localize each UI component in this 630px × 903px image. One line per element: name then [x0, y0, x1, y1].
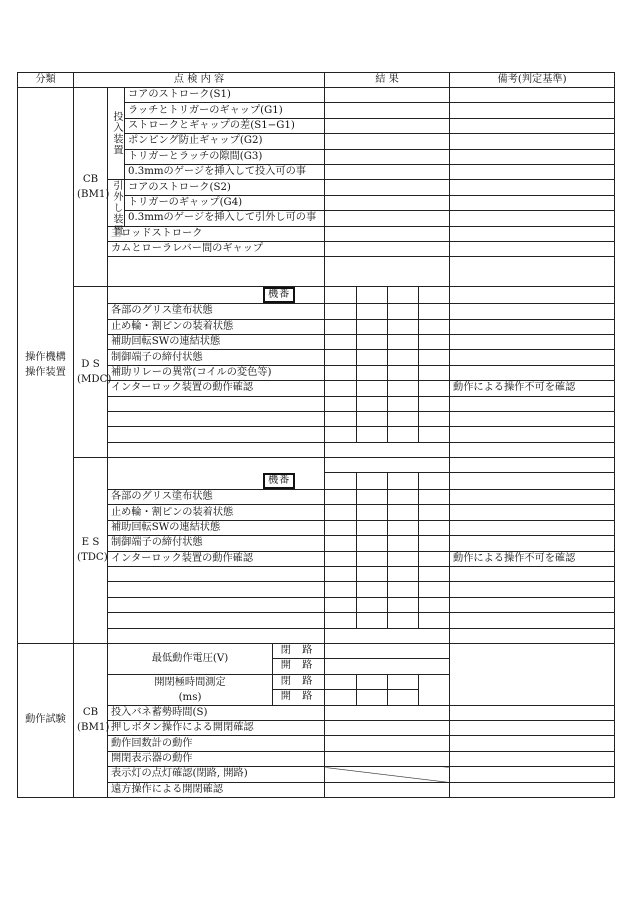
ds-machine-number-label: 機番: [263, 287, 295, 303]
close-circuit-label: 閉 路: [273, 674, 325, 690]
cb-trip-item: トリガーのギャップ(G4): [125, 195, 325, 210]
result-cell[interactable]: [357, 350, 388, 365]
result-cell[interactable]: [325, 365, 357, 380]
es-label: E S (TDC): [74, 458, 108, 644]
header-remarks: 備考(判定基準): [450, 73, 615, 88]
inspection-table: [17, 72, 615, 798]
result-cell[interactable]: [357, 690, 388, 706]
result-cell[interactable]: [388, 411, 419, 426]
ds-item: 補助回転SWの連結状態: [108, 334, 325, 349]
remarks-cell[interactable]: [450, 427, 615, 442]
result-cell[interactable]: [325, 643, 450, 658]
result-cell[interactable]: [325, 350, 357, 365]
cb-insert-item: 0.3mmのゲージを挿入して投入可の事: [125, 164, 325, 179]
result-cell[interactable]: [388, 304, 419, 319]
remarks-cell[interactable]: [450, 103, 615, 118]
result-cell[interactable]: [325, 149, 450, 164]
cb-trip-group: 引外し装置: [108, 180, 125, 226]
result-cell[interactable]: [419, 381, 450, 396]
result-cell[interactable]: [325, 736, 450, 751]
result-cell[interactable]: [357, 427, 388, 442]
result-cell[interactable]: [325, 782, 450, 797]
result-cell[interactable]: [419, 350, 450, 365]
remarks-cell[interactable]: [450, 319, 615, 334]
result-cell[interactable]: [325, 103, 450, 118]
test-item: 押しボタン操作による開閉確認: [108, 721, 325, 736]
result-cell[interactable]: [325, 505, 357, 520]
remarks-cell[interactable]: [450, 164, 615, 179]
cb-insert-item: ポンピング防止ギャップ(G2): [125, 134, 325, 149]
remarks-cell[interactable]: [450, 195, 615, 210]
cb-insert-item: ラッチとトリガーのギャップ(G1): [125, 103, 325, 118]
result-cell[interactable]: [325, 242, 450, 257]
header-result: 結 果: [325, 73, 450, 88]
es-item: 制御端子の締付状態: [108, 536, 325, 551]
es-item: 補助回転SWの連結状態: [108, 520, 325, 535]
result-cell[interactable]: [388, 287, 419, 304]
result-cell[interactable]: [388, 350, 419, 365]
remarks-cell[interactable]: [450, 334, 615, 349]
result-cell[interactable]: [325, 304, 357, 319]
remarks-cell[interactable]: [450, 721, 615, 736]
result-cell[interactable]: [419, 334, 450, 349]
result-cell[interactable]: [357, 287, 388, 304]
result-cell[interactable]: [388, 489, 419, 504]
remarks-cell[interactable]: [450, 287, 615, 304]
ds-empty-item[interactable]: [108, 411, 325, 426]
result-cell[interactable]: [325, 551, 357, 566]
result-cell[interactable]: [388, 566, 419, 581]
remarks-cell[interactable]: [450, 211, 615, 227]
remarks-cell[interactable]: [450, 350, 615, 365]
result-cell[interactable]: [388, 690, 419, 706]
remarks-cell[interactable]: [450, 736, 615, 751]
remarks-cell[interactable]: [450, 643, 615, 705]
result-cell[interactable]: [357, 304, 388, 319]
es-item: 止め輪・割ピンの装着状態: [108, 505, 325, 520]
result-cell[interactable]: [388, 613, 419, 628]
remarks-cell[interactable]: [450, 613, 615, 628]
result-cell[interactable]: [325, 442, 450, 457]
result-cell[interactable]: [325, 118, 450, 133]
result-cell[interactable]: [419, 520, 450, 535]
cb-insert-group: 投入装置: [111, 111, 122, 157]
open-circuit-label: 開 路: [273, 690, 325, 706]
result-cell[interactable]: [419, 566, 450, 581]
result-cell[interactable]: [388, 427, 419, 442]
result-cell[interactable]: [419, 287, 450, 304]
es-empty-item[interactable]: [108, 582, 325, 597]
header-row: [18, 73, 615, 88]
remarks-cell[interactable]: [450, 134, 615, 149]
result-cell[interactable]: [325, 334, 357, 349]
remarks-cell[interactable]: [450, 149, 615, 164]
result-cell[interactable]: [388, 365, 419, 380]
result-cell[interactable]: [388, 597, 419, 612]
result-cell[interactable]: [388, 551, 419, 566]
result-cell[interactable]: [325, 319, 357, 334]
result-cell[interactable]: [357, 566, 388, 581]
ds-item: 補助リレーの異常(コイルの変色等): [108, 365, 325, 380]
category-operation-mechanism: 操作機構 操作装置: [18, 88, 74, 644]
test-item: 動作回数計の動作: [108, 736, 325, 751]
result-cell[interactable]: [419, 582, 450, 597]
cb-trip-item: 0.3mmのゲージを挿入して引外し可の事: [125, 211, 325, 227]
ds-item: 止め輪・割ピンの装着状態: [108, 319, 325, 334]
cb-insert-item: ストロークとギャップの差(S1−G1): [125, 118, 325, 133]
test-item: 表示灯の点灯確認(閉路, 開路): [108, 767, 325, 782]
result-cell[interactable]: [419, 551, 450, 566]
es-interlock-remark: 動作による操作不可を確認: [450, 551, 615, 566]
header-item: 点 検 内 容: [74, 73, 325, 88]
ds-item: 制御端子の締付状態: [108, 350, 325, 365]
result-cell[interactable]: [325, 520, 357, 535]
remarks-cell[interactable]: [450, 536, 615, 551]
result-cell[interactable]: [419, 396, 450, 411]
result-cell[interactable]: [325, 396, 357, 411]
result-cell[interactable]: [357, 411, 388, 426]
result-cell[interactable]: [325, 180, 450, 195]
test-item: 開閉表示器の動作: [108, 751, 325, 766]
min-voltage-label: 最低動作電圧(V): [108, 643, 273, 674]
result-cell[interactable]: [357, 551, 388, 566]
result-cell[interactable]: [325, 195, 450, 210]
result-cell[interactable]: [357, 582, 388, 597]
result-cell[interactable]: [325, 674, 357, 690]
ds-item: インターロック装置の動作確認: [108, 381, 325, 396]
result-cell[interactable]: [325, 705, 450, 720]
result-cell[interactable]: [357, 319, 388, 334]
ds-empty-item[interactable]: [108, 427, 325, 442]
es-machine-number-label: 機番: [263, 473, 295, 489]
remarks-cell[interactable]: [450, 566, 615, 581]
result-cell[interactable]: [388, 319, 419, 334]
result-cell[interactable]: [419, 597, 450, 612]
remarks-cell[interactable]: [450, 442, 615, 457]
remarks-cell[interactable]: [450, 304, 615, 319]
remarks-cell[interactable]: [450, 242, 615, 257]
remarks-cell[interactable]: [450, 118, 615, 133]
result-cell[interactable]: [357, 473, 388, 490]
es-empty-item[interactable]: [108, 613, 325, 628]
remarks-cell[interactable]: [450, 88, 615, 103]
ds-empty-item[interactable]: [108, 396, 325, 411]
remarks-cell[interactable]: [450, 582, 615, 597]
cb-label: CB (BM1): [74, 88, 108, 287]
result-cell[interactable]: [325, 88, 450, 103]
es-empty-item[interactable]: [108, 597, 325, 612]
result-cell[interactable]: [357, 613, 388, 628]
result-cell[interactable]: [388, 582, 419, 597]
result-cell[interactable]: [325, 381, 357, 396]
remarks-cell[interactable]: [450, 505, 615, 520]
ds-interlock-remark: 動作による操作不可を確認: [450, 381, 615, 396]
remarks-cell[interactable]: [450, 365, 615, 380]
result-cell[interactable]: [325, 597, 357, 612]
ds-item: 各部のグリス塗布状態: [108, 304, 325, 319]
result-cell[interactable]: [388, 334, 419, 349]
result-cell[interactable]: [325, 473, 357, 490]
result-cell[interactable]: [357, 396, 388, 411]
result-cell[interactable]: [388, 674, 419, 690]
cb-insert-item: トリガーとラッチの隙間(G3): [125, 149, 325, 164]
result-cell[interactable]: [419, 304, 450, 319]
result-cell[interactable]: [325, 427, 357, 442]
remarks-cell[interactable]: [450, 226, 615, 241]
ds-label: D S (MDC): [74, 287, 108, 458]
remarks-cell[interactable]: [450, 767, 615, 782]
result-cell[interactable]: [419, 505, 450, 520]
result-cell[interactable]: [419, 365, 450, 380]
remarks-cell[interactable]: [450, 473, 615, 490]
result-cell[interactable]: [325, 489, 357, 504]
cb-other-item: カムとローラレバー間のギャップ: [108, 242, 325, 257]
es-empty-item[interactable]: [108, 628, 325, 643]
header-category: 分類: [18, 73, 74, 88]
es-empty-item[interactable]: [108, 566, 325, 581]
result-cell[interactable]: [325, 134, 450, 149]
result-cell[interactable]: [357, 597, 388, 612]
remarks-cell[interactable]: [450, 751, 615, 766]
result-cell-struck: [325, 767, 450, 782]
timing-measure-label: 開閉極時間測定 (ms): [108, 674, 273, 705]
result-cell[interactable]: [357, 536, 388, 551]
ds-empty-item[interactable]: [108, 442, 325, 457]
category-operation-test: 動作試験: [18, 643, 74, 797]
result-cell[interactable]: [388, 473, 419, 490]
result-cell[interactable]: [325, 226, 450, 241]
result-cell[interactable]: [357, 489, 388, 504]
result-cell[interactable]: [325, 659, 450, 674]
result-cell[interactable]: [325, 411, 357, 426]
result-cell[interactable]: [325, 582, 357, 597]
result-cell[interactable]: [419, 613, 450, 628]
result-cell[interactable]: [325, 536, 357, 551]
test-item: 遠方操作による開閉確認: [108, 782, 325, 797]
result-cell[interactable]: [357, 365, 388, 380]
remarks-cell[interactable]: [450, 782, 615, 797]
result-cell[interactable]: [419, 427, 450, 442]
result-cell[interactable]: [419, 319, 450, 334]
result-cell[interactable]: [357, 381, 388, 396]
remarks-cell[interactable]: [450, 396, 615, 411]
result-cell[interactable]: [325, 164, 450, 179]
result-cell[interactable]: [419, 473, 450, 490]
es-item: インターロック装置の動作確認: [108, 551, 325, 566]
result-cell[interactable]: [419, 411, 450, 426]
close-circuit-label: 閉 路: [273, 643, 325, 658]
remarks-cell[interactable]: [450, 180, 615, 195]
remarks-cell[interactable]: [450, 520, 615, 535]
result-cell[interactable]: [325, 751, 450, 766]
result-cell[interactable]: [325, 287, 357, 304]
result-cell[interactable]: [419, 536, 450, 551]
cb-other-item: 主ロッドストローク: [108, 226, 325, 241]
result-cell[interactable]: [325, 690, 357, 706]
remarks-cell[interactable]: [450, 489, 615, 504]
remarks-cell[interactable]: [450, 411, 615, 426]
result-cell[interactable]: [419, 489, 450, 504]
es-item: 各部のグリス塗布状態: [108, 489, 325, 504]
remarks-cell[interactable]: [450, 597, 615, 612]
remarks-cell[interactable]: [450, 628, 615, 643]
cb-insert-item: コアのストローク(S1): [125, 88, 325, 103]
result-cell[interactable]: [388, 396, 419, 411]
result-cell[interactable]: [388, 536, 419, 551]
result-cell[interactable]: [388, 520, 419, 535]
result-cell[interactable]: [357, 520, 388, 535]
result-cell[interactable]: [357, 334, 388, 349]
cb-trip-item: コアのストローク(S2): [125, 180, 325, 195]
result-cell[interactable]: [325, 628, 450, 643]
test-cb-label: CB (BM1): [74, 643, 108, 797]
result-cell[interactable]: [388, 505, 419, 520]
result-cell[interactable]: [357, 505, 388, 520]
result-cell[interactable]: [325, 721, 450, 736]
result-cell[interactable]: [325, 211, 450, 227]
result-cell[interactable]: [357, 674, 388, 690]
result-cell[interactable]: [325, 566, 357, 581]
open-circuit-label: 開 路: [273, 659, 325, 674]
test-item: 投入バネ蓄勢時間(S): [108, 705, 325, 720]
result-cell[interactable]: [325, 613, 357, 628]
result-cell[interactable]: [388, 381, 419, 396]
remarks-cell[interactable]: [450, 705, 615, 720]
